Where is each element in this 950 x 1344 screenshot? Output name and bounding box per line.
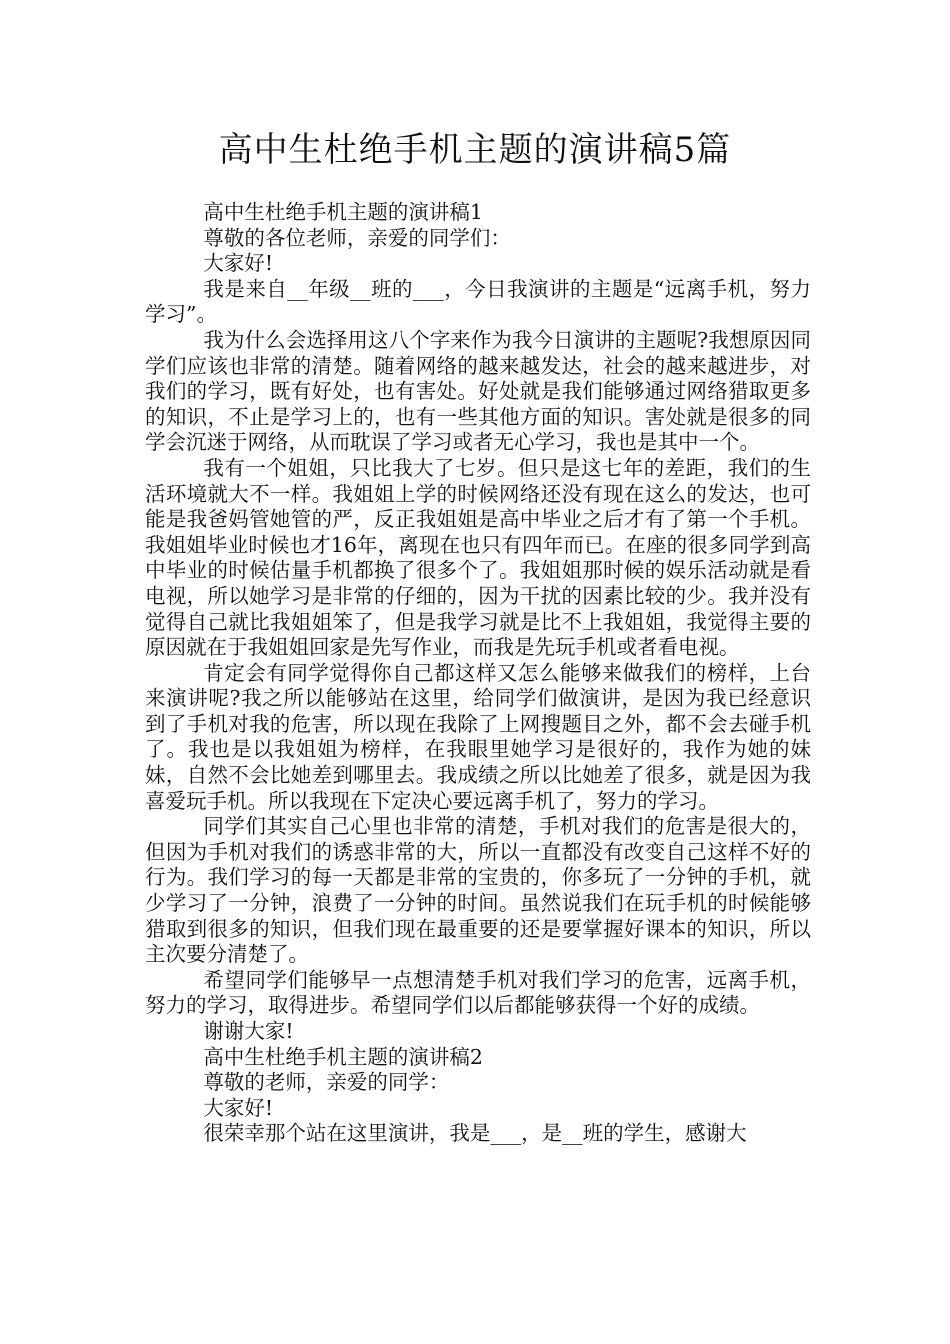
body-paragraph: 肯定会有同学觉得你自己都这样又怎么能够来做我们的榜样，上台来演讲呢?我之所以能够站在这里，给同学们做演讲，是因为我已经意识到了手机对我的危害，所以现在我除了上网搜题目之外，都不会去碰手机了。我也是以我姐姐为榜样，在我眼里她学习是很好的，我作为她的妹妹，自然不会比她差到哪里去。我成绩之所以比她差了很多，就是因为我喜爱玩手机。所以我现在下定决心要远离手机了，努力的学习。 <box>145 660 811 813</box>
salutation: 尊敬的各位老师，亲爱的同学们： <box>203 225 511 250</box>
closing: 谢谢大家! <box>203 1019 294 1043</box>
body-paragraph: 同学们其实自己心里也非常的清楚，手机对我们的危害是很大的，但因为手机对我们的诱惑非常的大，所以一直都没有改变自己这样不好的行为。我们学习的每一天都是非常的宝贵的，你多玩了一分钟的手机，就少学习了一分钟，浪费了一分钟的时间。虽然说我们在玩手机的时候能够猎取到很多的知识，但我们现在最重要的还是要掌握好课本的知识，所以主次要分清楚了。 <box>145 814 811 967</box>
document-title: 高中生杜绝手机主题的演讲稿5篇 <box>218 130 732 170</box>
greeting: 大家好! <box>203 1095 274 1120</box>
section-heading-2: 高中生杜绝手机主题的演讲稿2 <box>203 1044 483 1069</box>
document-body <box>145 200 811 1147</box>
greeting: 大家好! <box>203 251 274 276</box>
body-paragraph: 很荣幸那个站在这里演讲，我是___，是__班的学生，感谢大 <box>203 1121 747 1146</box>
salutation: 尊敬的老师，亲爱的同学： <box>203 1070 450 1095</box>
body-paragraph: 我为什么会选择用这八个字来作为我今日演讲的主题呢?我想原因同学们应该也非常的清楚。随着网络的越来越发达，社会的越来越进步，对我们的学习，既有好处，也有害处。好处就是我们能够通过网络猎取更多的知识，不止是学习上的，也有一些其他方面的知识。害处就是很多的同学会沉迷于网络，从而耽误了学习或者无心学习，我也是其中一个。 <box>145 327 811 455</box>
body-paragraph: 我是来自__年级__班的___，今日我演讲的主题是“远离手机，努力学习”。 <box>145 276 811 327</box>
body-paragraph: 希望同学们能够早一点想清楚手机对我们学习的危害，远离手机，努力的学习，取得进步。希望同学们以后都能够获得一个好的成绩。 <box>145 967 811 1018</box>
body-paragraph: 我有一个姐姐，只比我大了七岁。但只是这七年的差距，我们的生活环境就大不一样。我姐姐上学的时候网络还没有现在这么的发达，也可能是我爸妈管她管的严，反正我姐姐是高中毕业之后才有了第一个手机。我姐姐毕业时候也才16年，离现在也只有四年而已。在座的很多同学到高中毕业的时候估量手机都换了很多个了。我姐姐那时候的娱乐活动就是看电视，所以她学习是非常的仔细的，因为干扰的因素比较的少。我并没有觉得自己就比我姐姐笨了，但是我学习就是比不上我姐姐，我觉得主要的原因就在于我姐姐回家是先写作业，而我是先玩手机或者看电视。 <box>145 455 811 660</box>
section-heading-1: 高中生杜绝手机主题的演讲稿1 <box>203 200 483 224</box>
